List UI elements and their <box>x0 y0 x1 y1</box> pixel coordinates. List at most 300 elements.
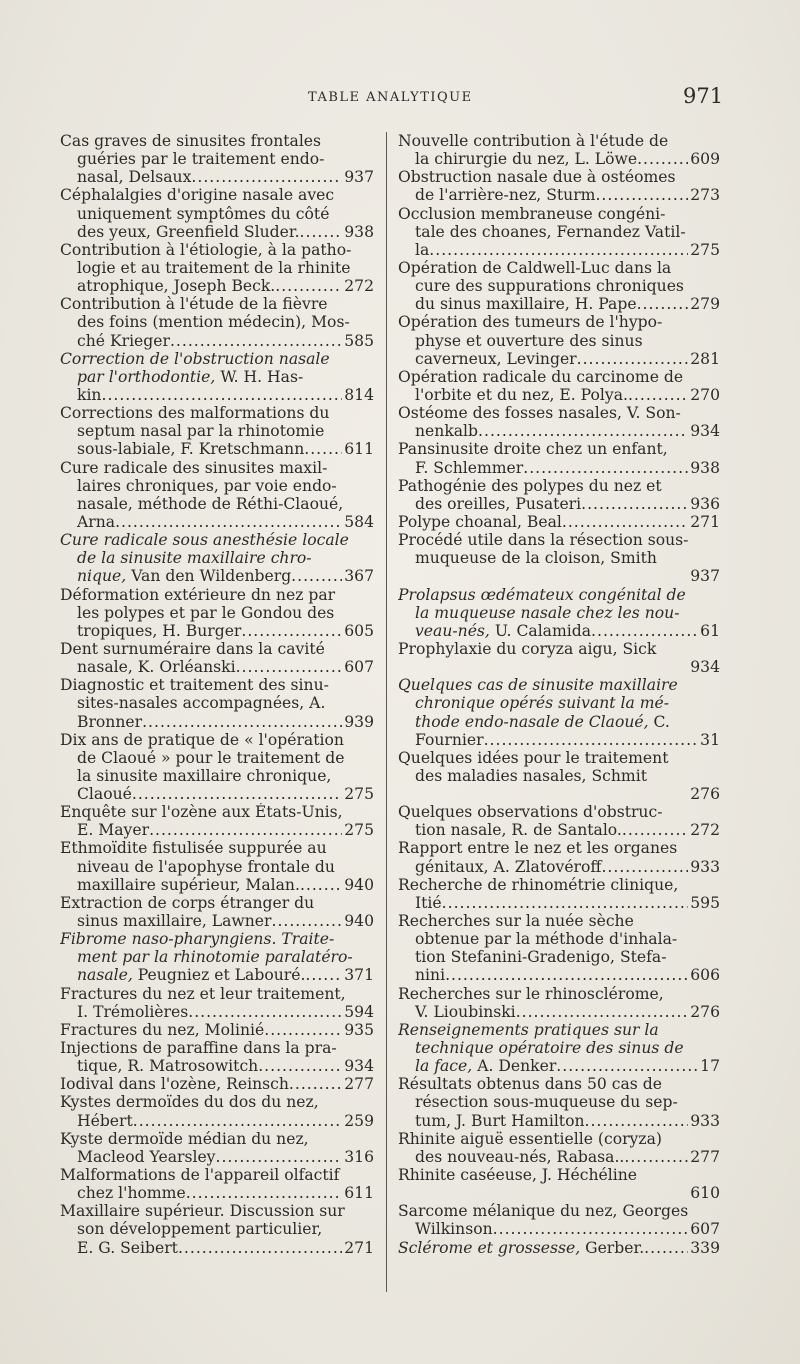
leader-dots <box>644 1239 688 1257</box>
leader-dots <box>101 386 342 404</box>
index-entry <box>60 1075 374 1093</box>
entry-line: les polypes et par le Gondou des <box>77 603 335 622</box>
entry-line <box>60 223 374 241</box>
entry-page-number: 277 <box>344 1075 374 1094</box>
entry-line: Contribution à l'étiologie, à la patho- <box>60 240 352 259</box>
entry-line: uniquement symptômes du côté <box>77 204 330 223</box>
entry-page-number: 937 <box>344 168 374 187</box>
entry-italic-text: veau-nés, <box>415 621 490 640</box>
entry-text: Arna <box>77 512 116 531</box>
entry-italic-text: par l'orthodontie, <box>77 367 216 386</box>
entry-line: chronique opérés suivant la mé- <box>415 694 670 713</box>
entry-page-number: 610 <box>690 1184 720 1203</box>
index-entry <box>398 477 720 513</box>
leader-dots <box>624 1148 688 1166</box>
index-column-left <box>60 132 374 1257</box>
leader-dots <box>622 821 688 839</box>
entry-line: de Claoué » pour le traitement de <box>77 748 345 767</box>
entry-text: du sinus maxillaire, H. Pape <box>415 295 637 314</box>
entry-line: tale des choanes, Fernandez Vatil- <box>415 222 686 241</box>
entry-line <box>398 731 720 749</box>
entry-text: ché Krieger <box>77 331 170 350</box>
entry-line: Quelques cas de sinusite maxillaire <box>398 676 678 695</box>
running-title: TABLE ANALYTIQUE <box>308 90 473 105</box>
entry-line: Diagnostic et traitement des sinu- <box>60 676 329 695</box>
entry-text: Van den Wildenberg <box>126 567 292 586</box>
entry-text: W. H. Has- <box>215 367 304 386</box>
entry-line <box>60 966 374 984</box>
index-entry <box>60 586 374 640</box>
entry-page-number: 934 <box>344 1057 374 1076</box>
entry-page-number: 936 <box>690 494 720 513</box>
entry-line <box>60 1021 374 1039</box>
entry-page-number: 937 <box>690 567 720 586</box>
entry-italic-text: thode endo-nasale de Claoué, <box>415 712 649 731</box>
index-entry <box>60 839 374 893</box>
entry-line <box>60 622 374 640</box>
entry-line <box>60 332 374 350</box>
entry-page-number: 814 <box>344 385 374 404</box>
index-entry <box>398 1166 720 1202</box>
entry-line <box>60 168 374 186</box>
leader-dots <box>300 876 342 894</box>
entry-line <box>398 622 720 640</box>
entry-text: kin <box>77 385 102 404</box>
entry-page-number: 605 <box>344 621 374 640</box>
entry-line: Malformations de l'appareil olfactif <box>60 1166 340 1185</box>
entry-line: Rhinite caséeuse, J. Héchéline <box>398 1166 637 1185</box>
page-number: 971 <box>683 84 724 108</box>
entry-line: Kyste dermoïde médian du nez, <box>60 1129 309 1148</box>
leader-dots <box>478 422 688 440</box>
entry-line <box>398 821 720 839</box>
entry-page-number: 279 <box>690 295 720 314</box>
entry-line: Ostéome des fosses nasales, V. Son- <box>398 404 681 423</box>
entry-text: Claoué <box>77 785 132 804</box>
entry-line <box>60 277 374 295</box>
entry-line <box>60 658 374 676</box>
entry-text <box>415 1057 556 1075</box>
entry-text: Iodival dans l'ozène, Reinsch <box>60 1075 289 1094</box>
entry-page-number: 272 <box>344 277 374 296</box>
entry-italic-text: nique, <box>77 567 127 586</box>
entry-text: sous-labiale, F. Kretschmann <box>77 440 305 459</box>
entry-line: Rhinite aiguë essentielle (coryza) <box>398 1129 662 1148</box>
entry-line: Dix ans de pratique de « l'opération <box>60 730 344 749</box>
entry-line: la sinusite maxillaire chronique, <box>77 766 332 785</box>
entry-text: des yeux, Greenfield Sluder. <box>77 222 300 241</box>
entry-page-number: 275 <box>344 821 374 840</box>
entry-page-number: 939 <box>344 712 374 731</box>
leader-dots <box>585 1112 689 1130</box>
leader-dots <box>442 894 689 912</box>
entry-page-number: 933 <box>690 857 720 876</box>
index-entry <box>398 676 720 749</box>
leader-dots <box>132 785 342 803</box>
entry-line: des foins (mention médecin), Mos- <box>77 313 350 332</box>
entry-page-number: 270 <box>690 385 720 404</box>
entry-text: caverneux, Levinger <box>415 349 577 368</box>
entry-line <box>398 966 720 984</box>
leader-dots <box>445 966 688 984</box>
index-entry <box>398 368 720 404</box>
index-entry <box>60 1039 374 1075</box>
leader-dots <box>591 622 698 640</box>
index-entry <box>398 1130 720 1166</box>
entry-page-number: 277 <box>690 1147 720 1166</box>
index-column-right <box>398 132 720 1257</box>
entry-text: Peugniez et Labouré. <box>132 966 306 985</box>
entry-line: Opération radicale du carcinome de <box>398 367 684 386</box>
index-entry <box>60 404 374 458</box>
entry-text: la chirurgie du nez, L. Löwe <box>415 150 638 169</box>
index-entry <box>398 803 720 839</box>
entry-line <box>398 1003 720 1021</box>
entry-line: cure des suppurations chroniques <box>415 277 684 296</box>
index-entry <box>60 241 374 295</box>
entry-page-number: 273 <box>690 186 720 205</box>
entry-text: A. Denker <box>472 1057 557 1076</box>
entry-line: Occlusion membraneuse congéni- <box>398 204 666 223</box>
entry-text: nasal, Delsaux <box>77 168 192 187</box>
entry-line: ment par la rhinotomie paralatéro- <box>77 948 353 967</box>
entry-line: Obstruction nasale due à ostéomes <box>398 168 676 187</box>
entry-line: Opération des tumeurs de l'hypo- <box>398 313 663 332</box>
entry-line <box>398 495 720 513</box>
entry-text <box>415 622 591 640</box>
entry-line <box>60 785 374 803</box>
entry-text: chez l'homme <box>77 1184 186 1203</box>
index-entry <box>60 1093 374 1129</box>
entry-text: I. Trémolières <box>77 1002 189 1021</box>
entry-text: la <box>415 240 430 259</box>
index-entry <box>398 513 720 531</box>
entry-line <box>398 422 720 440</box>
entry-line: Rapport entre le nez et les organes <box>398 839 678 858</box>
entry-page-number: 611 <box>344 1184 374 1203</box>
entry-line: sites-nasales accompagnées, A. <box>77 694 326 713</box>
index-entry <box>60 350 374 404</box>
leader-dots <box>577 350 689 368</box>
entry-line: Nouvelle contribution à l'étude de <box>398 132 669 150</box>
entry-line: Enquête sur l'ozène aux États-Unis, <box>60 803 343 822</box>
index-entry <box>398 132 720 168</box>
leader-dots <box>289 1075 342 1093</box>
entry-line: Cure radicale des sinusites maxil- <box>60 458 328 477</box>
entry-line <box>398 858 720 876</box>
entry-text: nenkalb <box>415 422 479 441</box>
entry-line <box>60 1057 374 1075</box>
index-entry <box>398 404 720 440</box>
entry-line: la muqueuse nasale chez les nou- <box>415 603 680 622</box>
entry-line: Prophylaxie du coryza aigu, Sick <box>398 639 657 658</box>
entry-line <box>60 386 374 404</box>
index-entry <box>60 1166 374 1202</box>
entry-line: Céphalalgies d'origine nasale avec <box>60 186 335 205</box>
entry-line: physe et ouverture des sinus <box>415 331 643 350</box>
entry-text: Gerber. <box>580 1238 645 1257</box>
leader-dots <box>216 1148 343 1166</box>
leader-dots <box>170 332 342 350</box>
entry-page-number: 275 <box>690 240 720 259</box>
entry-line: Cure radicale sous anesthésie locale <box>60 531 349 550</box>
index-entry <box>60 531 374 585</box>
leader-dots <box>493 1220 689 1238</box>
entry-page-number: 276 <box>690 1002 720 1021</box>
entry-page-number: 259 <box>344 1111 374 1130</box>
leader-dots <box>637 150 688 168</box>
entry-line: niveau de l'apophyse frontale du <box>77 857 335 876</box>
index-entry <box>398 985 720 1021</box>
entry-line: nasale, méthode de Réthi-Claoué, <box>77 494 344 513</box>
index-entry <box>398 259 720 313</box>
entry-line: Procédé utile dans la résection sous- <box>398 531 689 550</box>
entry-line: des maladies nasales, Schmit <box>415 766 647 785</box>
entry-text: maxillaire supérieur, Malan. <box>77 875 300 894</box>
leader-dots <box>149 821 342 839</box>
entry-line <box>398 186 720 204</box>
entry-text <box>77 567 291 585</box>
index-entry <box>398 205 720 259</box>
leader-dots <box>304 440 342 458</box>
leader-dots <box>258 1057 342 1075</box>
index-entry <box>60 930 374 984</box>
entry-line <box>398 459 720 477</box>
index-entry <box>398 313 720 367</box>
entry-page-number: 607 <box>344 658 374 677</box>
entry-line <box>60 876 374 894</box>
index-entry <box>398 640 720 676</box>
entry-line <box>60 1148 374 1166</box>
entry-text <box>77 966 305 984</box>
leader-dots <box>236 658 343 676</box>
index-entry <box>398 1239 720 1257</box>
entry-line <box>398 1057 720 1075</box>
entry-line <box>398 241 720 259</box>
entry-text: l'orbite et du nez, E. Polya. <box>415 385 628 404</box>
entry-line: Correction de l'obstruction nasale <box>60 349 330 368</box>
entry-line: Quelques idées pour le traitement <box>398 748 669 767</box>
entry-text: Itié <box>415 893 442 912</box>
entry-text: Fractures du nez, Molinié <box>60 1020 265 1039</box>
entry-line <box>398 1220 720 1238</box>
entry-page-number: 595 <box>690 893 720 912</box>
leader-dots <box>300 223 343 241</box>
index-entry <box>398 876 720 912</box>
leader-dots <box>628 386 688 404</box>
leader-dots <box>264 1021 342 1039</box>
leader-dots <box>275 277 342 295</box>
entry-line: Prolapsus œdémateux congénital de <box>398 585 686 604</box>
entry-line <box>398 894 720 912</box>
entry-page-number: 934 <box>690 658 720 677</box>
leader-dots <box>562 513 688 531</box>
index-entry <box>398 839 720 875</box>
entry-line: laires chroniques, par voie endo- <box>77 476 337 495</box>
index-entry <box>398 749 720 803</box>
entry-text: V. Lioubinski <box>415 1002 516 1021</box>
index-entry <box>398 1202 720 1238</box>
entry-page-number: 940 <box>344 875 374 894</box>
entry-text: nini <box>415 966 446 985</box>
entry-page-number: 935 <box>344 1020 374 1039</box>
leader-dots <box>556 1057 698 1075</box>
index-entry <box>398 1021 720 1075</box>
entry-text: sinus maxillaire, Lawner <box>77 912 272 931</box>
entry-line: Maxillaire supérieur. Discussion sur <box>60 1202 345 1221</box>
index-entry <box>398 1075 720 1129</box>
entry-text: de l'arrière-nez, Sturm <box>415 186 596 205</box>
entry-italic-text: nasale, <box>77 966 133 985</box>
index-entry <box>60 132 374 186</box>
entry-line <box>60 513 374 531</box>
index-entry <box>60 1202 374 1256</box>
entry-page-number: 61 <box>700 621 720 640</box>
entry-line: de la sinusite maxillaire chro- <box>77 549 312 568</box>
entry-line <box>398 713 720 731</box>
entry-line: Corrections des malformations du <box>60 404 330 423</box>
entry-line: Kystes dermoïdes du dos du nez, <box>60 1093 319 1112</box>
entry-line: Recherche de rhinométrie clinique, <box>398 875 679 894</box>
entry-line: Quelques observations d'obstruc- <box>398 803 663 822</box>
index-entry <box>60 1021 374 1039</box>
column-divider <box>386 132 387 1292</box>
entry-page-number: 339 <box>690 1238 720 1257</box>
entry-line <box>60 567 374 585</box>
index-entry <box>398 168 720 204</box>
index-entry <box>60 731 374 804</box>
entry-page-number: 934 <box>690 422 720 441</box>
entry-line: Fractures du nez et leur traitement, <box>60 984 346 1003</box>
entry-line: son développement particulier, <box>77 1220 323 1239</box>
entry-line: Fibrome naso-pharyngiens. Traite- <box>60 930 335 949</box>
entry-line: guéries par le traitement endo- <box>77 150 325 169</box>
entry-page-number: 367 <box>344 567 374 586</box>
leader-dots <box>178 1239 342 1257</box>
entry-line <box>60 912 374 930</box>
entry-text: Wilkinson <box>415 1220 493 1239</box>
entry-line: résection sous-muqueuse du sep- <box>415 1093 678 1112</box>
index-entry <box>60 985 374 1021</box>
entry-page-number: 594 <box>344 1002 374 1021</box>
entry-text: tion nasale, R. de Santalo. <box>415 821 622 840</box>
entry-page-number: 607 <box>690 1220 720 1239</box>
entry-line: tion Stefanini-Gradenigo, Stefa- <box>415 948 667 967</box>
leader-dots <box>484 731 699 749</box>
leader-dots <box>429 241 688 259</box>
entry-italic-text: la face, <box>415 1057 473 1076</box>
leader-dots <box>305 966 342 984</box>
entry-page-number: 940 <box>344 912 374 931</box>
index-entry <box>60 186 374 240</box>
index-entry <box>60 894 374 930</box>
entry-text: F. Schlemmer <box>415 458 524 477</box>
index-entry <box>398 586 720 640</box>
index-entry <box>60 676 374 730</box>
index-entry <box>60 803 374 839</box>
entry-page-number: 272 <box>690 821 720 840</box>
entry-line <box>398 295 720 313</box>
entry-text: tropiques, H. Burger <box>77 621 242 640</box>
entry-page-number: 271 <box>344 1238 374 1257</box>
leader-dots <box>637 295 689 313</box>
leader-dots <box>516 1003 689 1021</box>
entry-text: Fournier <box>415 730 484 749</box>
index-entry <box>60 1130 374 1166</box>
entry-page-number: 281 <box>690 349 720 368</box>
leader-dots <box>271 912 342 930</box>
entry-line: Pathogénie des polypes du nez et <box>398 476 662 495</box>
entry-page-number: 933 <box>690 1111 720 1130</box>
leader-dots <box>241 622 342 640</box>
index-entry <box>60 459 374 532</box>
entry-line: Recherches sur la nuée sèche <box>398 912 634 931</box>
leader-dots <box>142 713 342 731</box>
entry-page-number: 606 <box>690 966 720 985</box>
entry-page-number: 938 <box>690 458 720 477</box>
entry-line <box>398 386 720 404</box>
entry-page-number: 276 <box>690 785 720 804</box>
entry-page-number: 938 <box>344 222 374 241</box>
leader-dots <box>601 858 688 876</box>
leader-dots <box>133 1112 342 1130</box>
entry-page-number: 271 <box>690 512 720 531</box>
entry-line: Injections de paraffine dans la pra- <box>60 1039 337 1058</box>
leader-dots <box>291 567 342 585</box>
entry-text: E. G. Seibert <box>77 1238 178 1257</box>
entry-line: Sarcome mélanique du nez, Georges <box>398 1202 689 1221</box>
entry-page-number: 17 <box>700 1057 720 1076</box>
entry-italic-text: Sclérome et grossesse, <box>398 1238 581 1257</box>
entry-line: muqueuse de la cloison, Smith <box>415 549 657 568</box>
entry-page-number: 275 <box>344 785 374 804</box>
entry-page-number: 585 <box>344 331 374 350</box>
index-entry <box>60 295 374 349</box>
entry-line: Dent surnuméraire dans la cavité <box>60 639 325 658</box>
entry-line: Déformation extérieure dn nez par <box>60 585 336 604</box>
entry-text: C. <box>648 712 670 731</box>
entry-text: des oreilles, Pusateri <box>415 494 582 513</box>
entry-line <box>60 1239 374 1257</box>
entry-page-number: 371 <box>344 966 374 985</box>
entry-text: tique, R. Matrosowitch <box>77 1057 259 1076</box>
index-entry <box>398 912 720 985</box>
entry-line: technique opératoire des sinus de <box>415 1039 684 1058</box>
entry-line <box>60 821 374 839</box>
entry-line <box>60 1075 374 1093</box>
page-header <box>0 84 800 114</box>
entry-line: Opération de Caldwell-Luc dans la <box>398 258 672 277</box>
entry-line: logie et au traitement de la rhinite <box>77 258 351 277</box>
entry-text: tum, J. Burt Hamilton <box>415 1111 585 1130</box>
index-entry <box>398 440 720 476</box>
entry-text: des nouveau-nés, Rabasa.. <box>415 1147 625 1166</box>
entry-page-number: 611 <box>344 440 374 459</box>
entry-text: Hébert <box>77 1111 133 1130</box>
entry-line: Cas graves de sinusites frontales <box>60 132 322 150</box>
entry-line <box>398 350 720 368</box>
entry-line: Extraction de corps étranger du <box>60 893 315 912</box>
entry-text: U. Calamida <box>489 621 592 640</box>
entry-line: Recherches sur le rhinosclérome, <box>398 984 664 1003</box>
entry-line <box>60 1003 374 1021</box>
entry-line <box>60 1184 374 1202</box>
entry-text: génitaux, A. Zlatovéroff <box>415 857 602 876</box>
entry-page-number: 31 <box>700 730 720 749</box>
entry-line: obtenue par la méthode d'inhala- <box>415 930 678 949</box>
leader-dots <box>188 1003 342 1021</box>
entry-text: Macleod Yearsley <box>77 1147 216 1166</box>
